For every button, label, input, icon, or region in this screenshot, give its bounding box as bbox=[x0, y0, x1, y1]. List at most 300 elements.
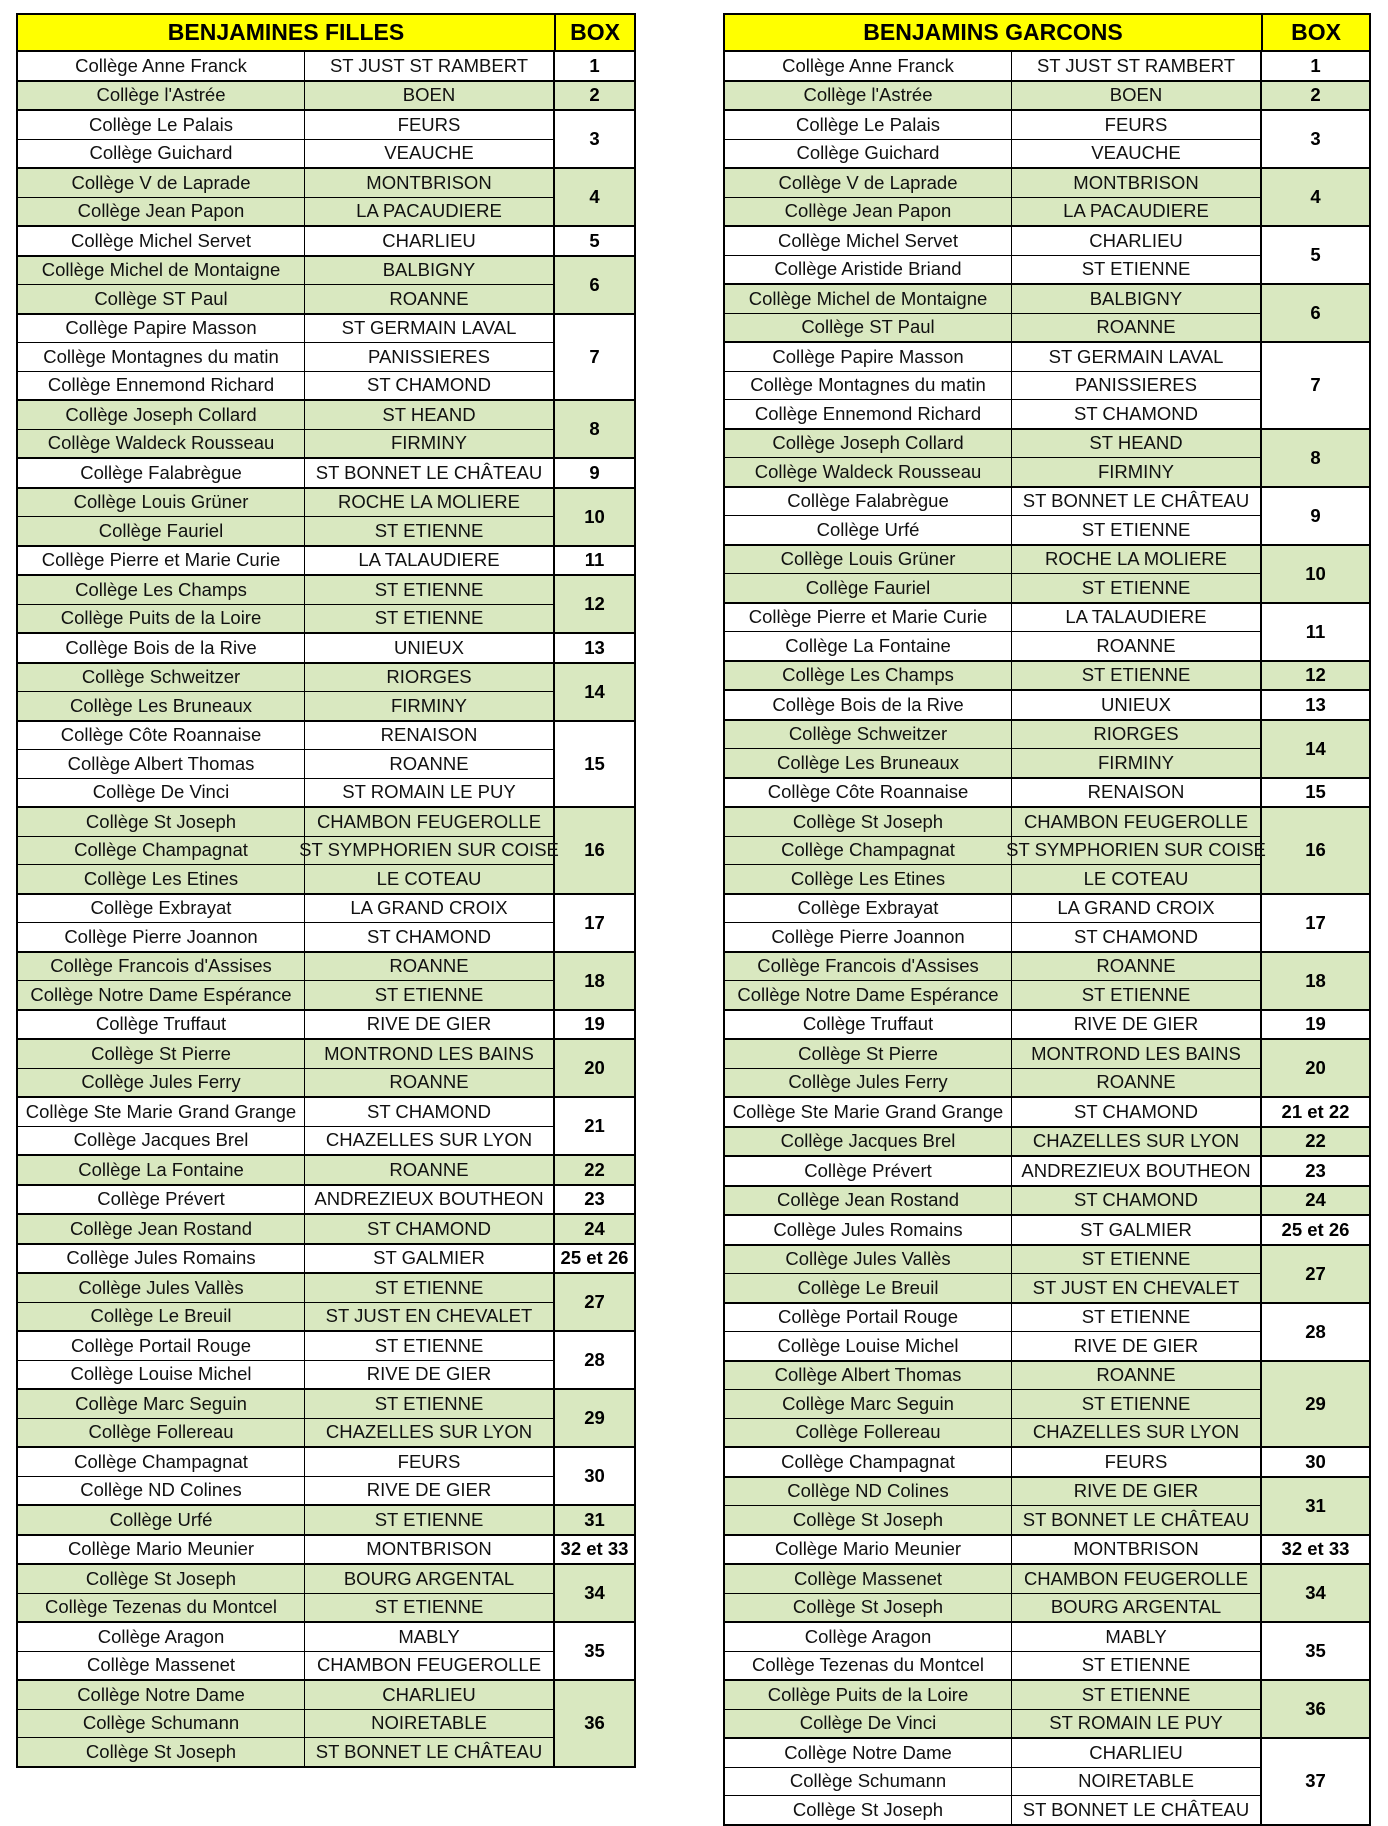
box-number-cell: 32 et 33 bbox=[1281, 1538, 1350, 1560]
school-name-cell: Collège St Joseph bbox=[18, 1565, 305, 1593]
table-row bbox=[725, 1332, 1262, 1360]
box-group bbox=[725, 430, 1369, 488]
school-name-cell: Collège Montagnes du matin bbox=[725, 372, 1012, 400]
school-name-cell: Collège Portail Rouge bbox=[18, 1332, 305, 1360]
group-rows bbox=[725, 808, 1266, 893]
group-rows bbox=[18, 808, 559, 893]
table-row bbox=[725, 1274, 1262, 1302]
city-cell: CHAMBON FEUGEROLLE bbox=[1012, 808, 1262, 836]
table-row bbox=[725, 895, 1262, 924]
box-group bbox=[18, 895, 634, 953]
group-rows bbox=[18, 895, 555, 951]
group-rows bbox=[18, 1186, 555, 1214]
city-cell: RIORGES bbox=[305, 664, 555, 692]
table-row bbox=[725, 1011, 1262, 1039]
city-cell: ST ETIENNE bbox=[305, 981, 555, 1009]
school-name-cell: Collège Le Palais bbox=[18, 111, 305, 139]
table-row bbox=[18, 1710, 555, 1739]
table-row bbox=[725, 721, 1262, 750]
school-name-cell: Collège Francois d'Assises bbox=[18, 953, 305, 981]
box-number-cell: 25 et 26 bbox=[560, 1247, 629, 1269]
table-row bbox=[18, 285, 555, 313]
school-name-cell: Collège Jacques Brel bbox=[18, 1127, 305, 1155]
school-name-cell: Collège Aragon bbox=[18, 1623, 305, 1651]
city-cell: ROANNE bbox=[1012, 1069, 1262, 1097]
school-name-cell: Collège Michel Servet bbox=[725, 227, 1012, 255]
table-row bbox=[725, 953, 1262, 982]
table-row bbox=[18, 140, 555, 168]
city-cell: ANDREZIEUX BOUTHEON bbox=[1012, 1157, 1262, 1185]
box-number-cell: 8 bbox=[589, 418, 600, 439]
group-rows bbox=[725, 779, 1262, 807]
table-row bbox=[725, 662, 1262, 690]
group-rows bbox=[725, 1448, 1262, 1476]
school-name-cell: Collège ST Paul bbox=[725, 314, 1012, 342]
box-number-cell: 3 bbox=[1310, 128, 1321, 149]
table-row bbox=[725, 632, 1262, 660]
table-row bbox=[18, 1274, 555, 1303]
city-cell: LA GRAND CROIX bbox=[305, 895, 555, 923]
group-rows bbox=[18, 1448, 555, 1504]
city-cell: ST BONNET LE CHÂTEAU bbox=[305, 1738, 555, 1766]
city-cell: RIVE DE GIER bbox=[1012, 1011, 1262, 1039]
table-row bbox=[725, 52, 1262, 80]
box-number-cell: 5 bbox=[589, 229, 600, 251]
box-group bbox=[725, 1157, 1369, 1187]
school-name-cell: Collège Jacques Brel bbox=[725, 1128, 1012, 1156]
group-rows bbox=[18, 169, 555, 225]
box-group bbox=[18, 576, 634, 634]
box-number-cell: 10 bbox=[1305, 562, 1326, 584]
city-cell: ST ETIENNE bbox=[305, 517, 555, 545]
school-name-cell: Collège Jules Vallès bbox=[18, 1274, 305, 1302]
table-row bbox=[725, 1187, 1262, 1215]
table-row bbox=[725, 1768, 1262, 1797]
school-name-cell: Collège Falabrègue bbox=[18, 459, 305, 487]
table-row bbox=[725, 604, 1262, 633]
school-name-cell: Collège Marc Seguin bbox=[18, 1390, 305, 1418]
box-group bbox=[18, 1098, 634, 1156]
table-row bbox=[725, 1216, 1262, 1244]
box-number-cell: 34 bbox=[1305, 1582, 1326, 1603]
table-row bbox=[725, 488, 1262, 517]
school-name-cell: Collège Le Breuil bbox=[725, 1274, 1012, 1302]
box-group bbox=[725, 1040, 1369, 1098]
school-name-cell: Collège Ennemond Richard bbox=[18, 372, 305, 400]
city-cell: ROCHE LA MOLIERE bbox=[305, 489, 555, 517]
box-group bbox=[725, 1187, 1369, 1217]
group-rows bbox=[18, 722, 555, 807]
city-cell: ST CHAMOND bbox=[305, 1098, 555, 1126]
city-cell: CHAZELLES SUR LYON bbox=[1012, 1128, 1262, 1156]
table-row bbox=[18, 1536, 555, 1564]
box-group bbox=[18, 1565, 634, 1623]
table-row bbox=[725, 1362, 1262, 1391]
table-row bbox=[18, 1419, 555, 1447]
table-row bbox=[18, 865, 555, 893]
table-row bbox=[725, 837, 1266, 866]
city-cell: CHARLIEU bbox=[305, 1681, 555, 1709]
city-cell: UNIEUX bbox=[1012, 691, 1262, 719]
table-row bbox=[725, 1448, 1262, 1476]
city-cell: CHAZELLES SUR LYON bbox=[305, 1127, 555, 1155]
box-number-cell: 22 bbox=[584, 1158, 605, 1180]
box-group bbox=[725, 662, 1369, 692]
table-row bbox=[725, 1304, 1262, 1333]
city-cell: BOEN bbox=[1012, 82, 1262, 110]
table-row bbox=[18, 52, 555, 80]
school-name-cell: Collège Prévert bbox=[725, 1157, 1012, 1185]
box-group bbox=[18, 547, 634, 577]
table-row bbox=[18, 430, 555, 458]
group-rows bbox=[725, 604, 1262, 660]
group-rows bbox=[18, 401, 555, 457]
box-group bbox=[18, 1448, 634, 1506]
box-number-cell: 30 bbox=[584, 1465, 605, 1486]
city-cell: ST BONNET LE CHÂTEAU bbox=[1012, 1506, 1262, 1534]
box-group bbox=[18, 1245, 634, 1275]
city-cell: LA PACAUDIERE bbox=[305, 198, 555, 226]
box-number-cell: 15 bbox=[584, 752, 605, 774]
box-group bbox=[725, 1681, 1369, 1739]
city-cell: ST GERMAIN LAVAL bbox=[305, 315, 555, 343]
table-row bbox=[18, 547, 555, 575]
group-rows bbox=[725, 169, 1262, 225]
city-cell: FEURS bbox=[1012, 111, 1262, 139]
box-column-header: BOX bbox=[570, 19, 620, 45]
table-row bbox=[725, 400, 1262, 428]
table-row bbox=[18, 692, 555, 720]
table-row bbox=[18, 1215, 555, 1243]
school-name-cell: Collège Marc Seguin bbox=[725, 1390, 1012, 1418]
group-rows bbox=[725, 1536, 1262, 1564]
city-cell: UNIEUX bbox=[305, 634, 555, 662]
city-cell: ST CHAMOND bbox=[305, 372, 555, 400]
box-number-cell: 35 bbox=[1305, 1640, 1326, 1661]
city-cell: ROANNE bbox=[305, 1069, 555, 1097]
table-row bbox=[18, 1448, 555, 1477]
box-group bbox=[725, 546, 1369, 604]
school-name-cell: Collège Bois de la Rive bbox=[725, 691, 1012, 719]
city-cell: ST ETIENNE bbox=[305, 576, 555, 604]
school-name-cell: Collège Jean Rostand bbox=[18, 1215, 305, 1243]
city-cell: ROANNE bbox=[305, 1156, 555, 1184]
city-cell: ST ETIENNE bbox=[305, 1594, 555, 1622]
box-group bbox=[18, 315, 634, 402]
school-name-cell: Collège St Joseph bbox=[725, 808, 1012, 836]
group-rows bbox=[725, 1565, 1262, 1621]
group-rows bbox=[725, 1478, 1262, 1534]
table-row bbox=[18, 111, 555, 140]
box-number-cell: 20 bbox=[584, 1057, 605, 1078]
school-name-cell: Collège Notre Dame bbox=[725, 1739, 1012, 1767]
table-row bbox=[725, 1796, 1262, 1824]
school-name-cell: Collège Aragon bbox=[725, 1623, 1012, 1651]
table-row bbox=[725, 1739, 1262, 1768]
group-rows bbox=[18, 664, 555, 720]
city-cell: CHARLIEU bbox=[1012, 227, 1262, 255]
box-number-cell: 7 bbox=[1310, 374, 1321, 396]
city-cell: ST JUST EN CHEVALET bbox=[1012, 1274, 1262, 1302]
group-rows bbox=[18, 1536, 555, 1564]
school-name-cell: Collège Pierre et Marie Curie bbox=[725, 604, 1012, 632]
school-name-cell: Collège Le Breuil bbox=[18, 1303, 305, 1331]
city-cell: ST CHAMOND bbox=[1012, 400, 1262, 428]
group-rows bbox=[18, 1098, 555, 1154]
city-cell: ST ETIENNE bbox=[1012, 1681, 1262, 1709]
school-name-cell: Collège Guichard bbox=[18, 140, 305, 168]
group-rows bbox=[18, 547, 555, 575]
city-cell: ST ROMAIN LE PUY bbox=[305, 779, 555, 807]
box-number-cell: 30 bbox=[1305, 1450, 1326, 1472]
table-row bbox=[725, 1623, 1262, 1652]
school-name-cell: Collège Ste Marie Grand Grange bbox=[18, 1098, 305, 1126]
table-row bbox=[18, 981, 555, 1009]
table-row bbox=[18, 1361, 555, 1389]
school-name-cell: Collège Montagnes du matin bbox=[18, 343, 305, 371]
table-title: BENJAMINES FILLES bbox=[18, 15, 556, 50]
table-row bbox=[725, 343, 1262, 372]
school-name-cell: Collège Anne Franck bbox=[18, 52, 305, 80]
group-rows bbox=[725, 1362, 1262, 1447]
city-cell: ST ETIENNE bbox=[1012, 256, 1262, 284]
box-group bbox=[725, 285, 1369, 343]
group-rows bbox=[18, 1565, 555, 1621]
table-row bbox=[18, 895, 555, 924]
table-header bbox=[725, 15, 1369, 52]
group-rows bbox=[18, 634, 555, 662]
table-row bbox=[18, 1011, 555, 1039]
group-rows bbox=[18, 52, 555, 80]
table-row bbox=[18, 605, 555, 633]
box-number-cell: 21 bbox=[584, 1115, 605, 1136]
group-rows bbox=[725, 1098, 1262, 1126]
city-cell: ST CHAMOND bbox=[1012, 923, 1262, 951]
table-row bbox=[18, 664, 555, 693]
table-row bbox=[18, 1506, 555, 1534]
school-name-cell: Collège Les Etines bbox=[18, 865, 305, 893]
box-number-cell: 23 bbox=[584, 1188, 605, 1210]
school-name-cell: Collège Champagnat bbox=[18, 1448, 305, 1476]
school-name-cell: Collège V de Laprade bbox=[725, 169, 1012, 197]
city-cell: LA GRAND CROIX bbox=[1012, 895, 1262, 923]
box-number-cell: 27 bbox=[1305, 1262, 1326, 1284]
city-cell: MONTBRISON bbox=[1012, 169, 1262, 197]
city-cell: CHAMBON FEUGEROLLE bbox=[1012, 1565, 1262, 1593]
group-rows bbox=[725, 488, 1262, 544]
city-cell: BOURG ARGENTAL bbox=[305, 1565, 555, 1593]
table-row bbox=[725, 1710, 1262, 1738]
school-name-cell: Collège Schumann bbox=[18, 1710, 305, 1738]
box-group bbox=[18, 1390, 634, 1448]
box-number-cell: 34 bbox=[584, 1582, 605, 1603]
group-rows bbox=[18, 489, 555, 545]
school-name-cell: Collège St Joseph bbox=[18, 1738, 305, 1766]
city-cell: FEURS bbox=[305, 111, 555, 139]
city-cell: ST SYMPHORIEN SUR COISE bbox=[1012, 837, 1262, 865]
city-cell: ST ROMAIN LE PUY bbox=[1012, 1710, 1262, 1738]
school-name-cell: Collège St Joseph bbox=[18, 808, 305, 836]
school-name-cell: Collège l'Astrée bbox=[18, 82, 305, 110]
city-cell: ST CHAMOND bbox=[1012, 1098, 1262, 1126]
school-name-cell: Collège St Joseph bbox=[725, 1796, 1012, 1824]
box-group bbox=[725, 1128, 1369, 1158]
city-cell: VEAUCHE bbox=[305, 140, 555, 168]
group-rows bbox=[725, 111, 1262, 167]
city-cell: RENAISON bbox=[1012, 779, 1262, 807]
school-name-cell: Collège Champagnat bbox=[725, 1448, 1012, 1476]
box-group bbox=[725, 169, 1369, 227]
box-group bbox=[18, 401, 634, 459]
group-rows bbox=[18, 576, 555, 632]
table-row bbox=[18, 576, 555, 605]
school-name-cell: Collège Puits de la Loire bbox=[18, 605, 305, 633]
group-rows bbox=[725, 1216, 1262, 1244]
group-rows bbox=[725, 546, 1262, 602]
city-cell: ST ETIENNE bbox=[305, 1506, 555, 1534]
city-cell: RIVE DE GIER bbox=[1012, 1332, 1262, 1360]
school-name-cell: Collège ND Colines bbox=[18, 1477, 305, 1505]
city-cell: BOURG ARGENTAL bbox=[1012, 1594, 1262, 1622]
school-name-cell: Collège De Vinci bbox=[725, 1710, 1012, 1738]
box-group bbox=[18, 1186, 634, 1216]
box-number-cell: 31 bbox=[584, 1508, 605, 1530]
table-row bbox=[725, 372, 1262, 401]
table-row bbox=[18, 1303, 555, 1331]
city-cell: LA TALAUDIERE bbox=[305, 547, 555, 575]
box-group bbox=[18, 82, 634, 112]
table-header bbox=[18, 15, 634, 52]
box-group bbox=[18, 1274, 634, 1332]
school-name-cell: Collège Portail Rouge bbox=[725, 1304, 1012, 1332]
box-number-cell: 28 bbox=[1305, 1320, 1326, 1342]
table-row bbox=[18, 401, 555, 430]
school-name-cell: Collège St Pierre bbox=[725, 1040, 1012, 1068]
school-name-cell: Collège Côte Roannaise bbox=[725, 779, 1012, 807]
box-number-cell: 36 bbox=[1305, 1698, 1326, 1719]
school-name-cell: Collège St Joseph bbox=[725, 1506, 1012, 1534]
school-name-cell: Collège Mario Meunier bbox=[725, 1536, 1012, 1564]
table-row bbox=[18, 1390, 555, 1419]
city-cell: ST BONNET LE CHÂTEAU bbox=[1012, 1796, 1262, 1824]
city-cell: RENAISON bbox=[305, 722, 555, 750]
school-name-cell: Collège Jules Romains bbox=[725, 1216, 1012, 1244]
table-row bbox=[18, 372, 555, 400]
school-name-cell: Collège Les Etines bbox=[725, 865, 1012, 893]
box-number-cell: 13 bbox=[1305, 693, 1326, 715]
box-number-cell: 1 bbox=[589, 54, 600, 76]
city-cell: CHAMBON FEUGEROLLE bbox=[305, 1652, 555, 1680]
school-name-cell: Collège Pierre Joannon bbox=[725, 923, 1012, 951]
table-row bbox=[18, 489, 555, 518]
box-number-cell: 2 bbox=[589, 84, 600, 106]
group-rows bbox=[18, 315, 555, 400]
group-rows bbox=[725, 82, 1262, 110]
city-cell: RIORGES bbox=[1012, 721, 1262, 749]
box-number-cell: 36 bbox=[584, 1712, 605, 1734]
school-name-cell: Collège Massenet bbox=[18, 1652, 305, 1680]
school-name-cell: Collège Jules Romains bbox=[18, 1245, 305, 1273]
box-group bbox=[725, 1304, 1369, 1362]
box-group bbox=[18, 227, 634, 257]
city-cell: ROANNE bbox=[305, 285, 555, 313]
table-row bbox=[725, 198, 1262, 226]
table-row bbox=[18, 459, 555, 487]
box-number-cell: 23 bbox=[1305, 1159, 1326, 1181]
box-group bbox=[725, 1623, 1369, 1681]
school-name-cell: Collège Les Bruneaux bbox=[725, 749, 1012, 777]
city-cell: RIVE DE GIER bbox=[305, 1477, 555, 1505]
table-row bbox=[18, 343, 555, 372]
box-group bbox=[725, 953, 1369, 1011]
box-group bbox=[725, 1536, 1369, 1566]
group-rows bbox=[725, 895, 1262, 951]
box-number-cell: 8 bbox=[1310, 446, 1321, 468]
box-number-cell: 17 bbox=[584, 911, 605, 933]
school-name-cell: Collège Notre Dame Espérance bbox=[18, 981, 305, 1009]
box-number-cell: 4 bbox=[589, 186, 600, 207]
school-name-cell: Collège ST Paul bbox=[18, 285, 305, 313]
city-cell: ST JUST EN CHEVALET bbox=[305, 1303, 555, 1331]
group-rows bbox=[725, 1246, 1262, 1302]
school-name-cell: Collège Pierre et Marie Curie bbox=[18, 547, 305, 575]
table-row bbox=[18, 1069, 555, 1097]
group-rows bbox=[725, 1157, 1262, 1185]
box-group bbox=[725, 1011, 1369, 1041]
box-number-cell: 4 bbox=[1310, 186, 1321, 207]
school-name-cell: Collège Massenet bbox=[725, 1565, 1012, 1593]
group-rows bbox=[725, 343, 1262, 428]
box-number-cell: 9 bbox=[589, 461, 600, 483]
school-name-cell: Collège Urfé bbox=[725, 516, 1012, 544]
school-name-cell: Collège St Pierre bbox=[18, 1040, 305, 1068]
city-cell: LE COTEAU bbox=[1012, 865, 1262, 893]
group-rows bbox=[725, 430, 1262, 486]
box-group bbox=[18, 1332, 634, 1390]
city-cell: RIVE DE GIER bbox=[305, 1011, 555, 1039]
city-cell: ST GALMIER bbox=[1012, 1216, 1262, 1244]
group-rows bbox=[18, 1506, 555, 1534]
box-group bbox=[18, 257, 634, 315]
table-row bbox=[18, 1681, 555, 1710]
table-row bbox=[18, 1623, 555, 1652]
school-name-cell: Collège Joseph Collard bbox=[725, 430, 1012, 458]
city-cell: ROCHE LA MOLIERE bbox=[1012, 546, 1262, 574]
city-cell: MABLY bbox=[1012, 1623, 1262, 1651]
group-rows bbox=[725, 227, 1262, 283]
group-rows bbox=[18, 1040, 555, 1096]
city-cell: ST GALMIER bbox=[305, 1245, 555, 1273]
group-rows bbox=[18, 227, 555, 255]
box-group bbox=[725, 1216, 1369, 1246]
box-number-cell: 29 bbox=[584, 1407, 605, 1428]
box-group bbox=[725, 895, 1369, 953]
table-row bbox=[18, 1594, 555, 1622]
group-rows bbox=[18, 1332, 555, 1388]
table-row bbox=[725, 285, 1262, 314]
city-cell: ST ETIENNE bbox=[305, 1274, 555, 1302]
table-row bbox=[18, 227, 555, 255]
table-row bbox=[725, 923, 1262, 951]
box-number-cell: 24 bbox=[1305, 1189, 1326, 1211]
school-name-cell: Collège St Joseph bbox=[725, 1594, 1012, 1622]
city-cell: ST CHAMOND bbox=[305, 1215, 555, 1243]
table-row bbox=[18, 198, 555, 226]
group-rows bbox=[725, 52, 1262, 80]
school-name-cell: Collège Jean Papon bbox=[725, 198, 1012, 226]
city-cell: ST HEAND bbox=[305, 401, 555, 429]
school-name-cell: Collège Les Bruneaux bbox=[18, 692, 305, 720]
